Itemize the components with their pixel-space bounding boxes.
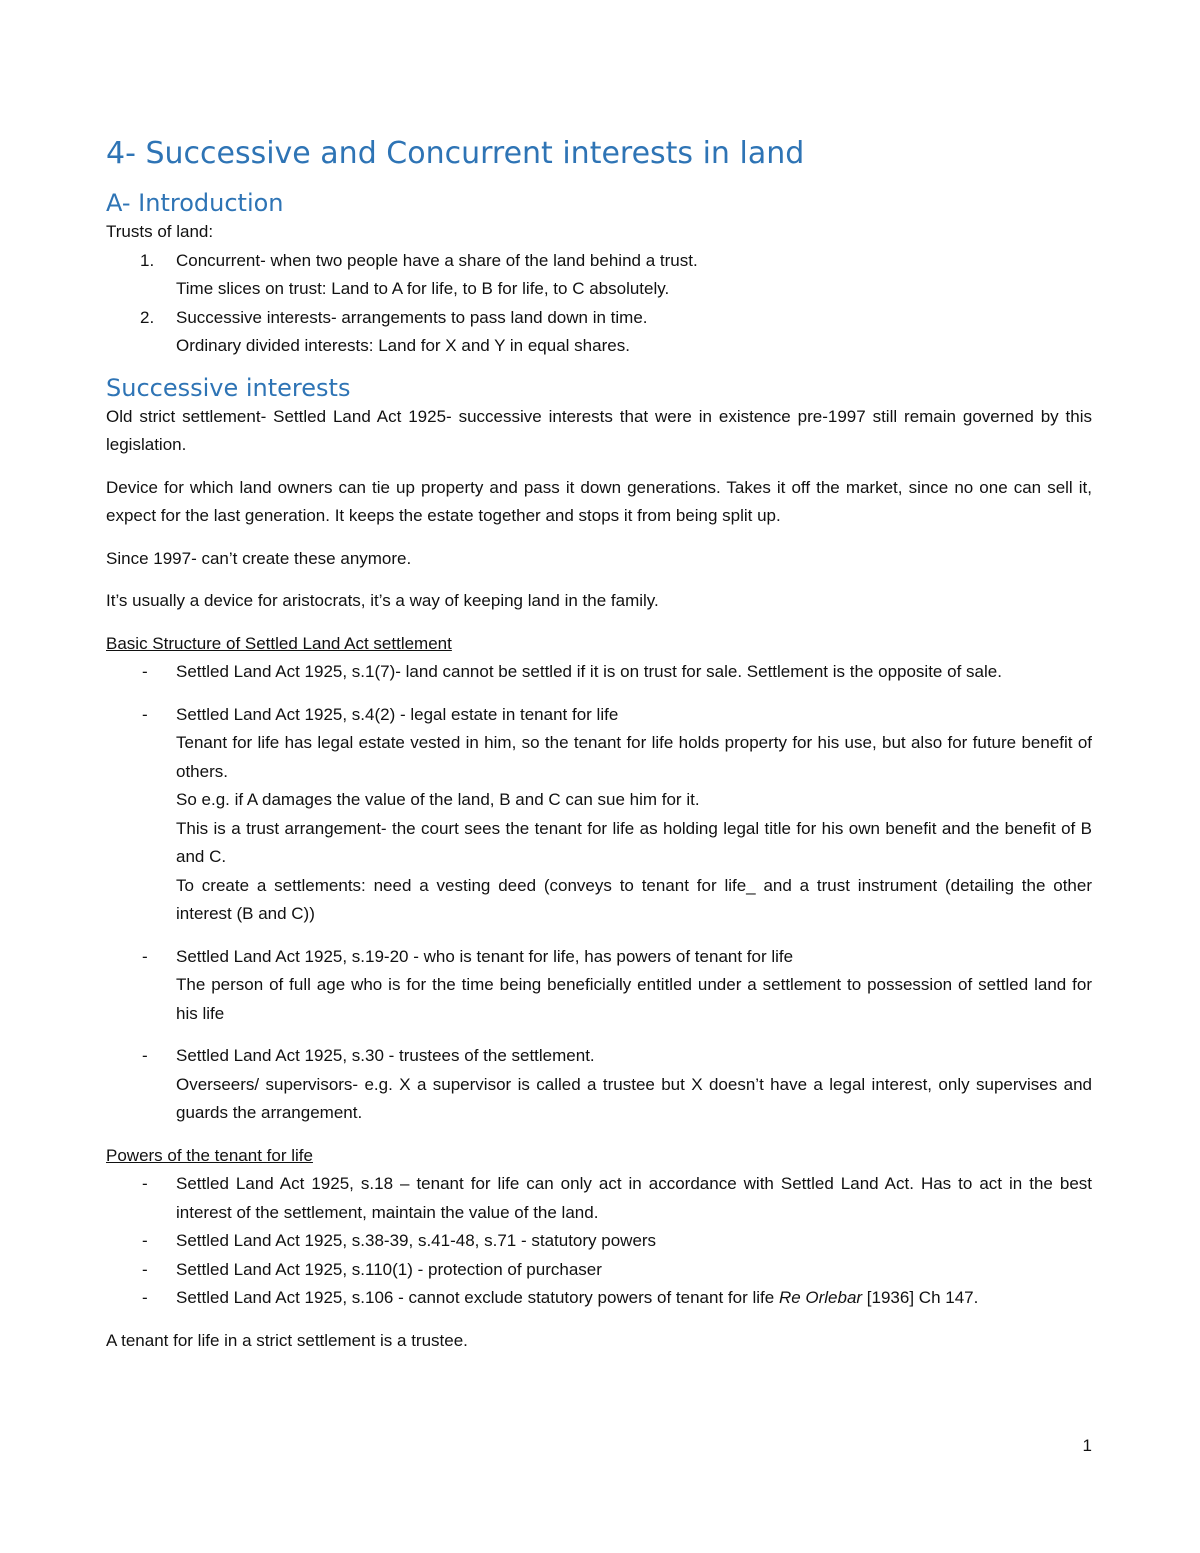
dash-bullet: - (142, 704, 148, 724)
successive-heading: Successive interests (106, 373, 351, 402)
list-item (106, 1042, 1092, 1128)
case-name: Re Orlebar (778, 1288, 863, 1307)
list-number: 2. (140, 307, 155, 327)
list-item-line: Time slices on trust: Land to A for life, to B for life, to C absolutely. (176, 279, 670, 298)
document-title: 4- Successive and Concurrent interests in land (106, 136, 805, 171)
intro-numbered-list (106, 247, 1092, 361)
dash-bullet: - (142, 1174, 148, 1193)
paragraph: Since 1997- can’t create these anymore. (106, 548, 412, 568)
intro-heading: A- Introduction (106, 189, 284, 217)
list-item-line: Concurrent- when two people have a share of the land behind a trust. (176, 250, 698, 270)
list-item-line: Settled Land Act 1925, s.110(1) - protection of purchaser (176, 1259, 602, 1279)
dash-bullet: - (142, 1259, 148, 1279)
list-item-line: This is a trust arrangement- the court sees the tenant for life as holding legal title for his own benefit and the benefit of B and C. (176, 818, 1092, 866)
list-item (106, 943, 1092, 1029)
list-item-line: The person of full age who is for the time being beneficially entitled under a settlement to possession of settled land for his life (176, 975, 1092, 1023)
paragraph: Device for which land owners can tie up property and pass it down generations. Takes it off the market, since no one can sell it, expect for the last generation. It keeps the estate together and stops it from being split up. (106, 477, 1092, 525)
powers-list (106, 1170, 1092, 1313)
intro-lead: Trusts of land: (106, 222, 214, 241)
list-item (106, 304, 1092, 361)
list-item (106, 658, 1092, 687)
dash-bullet: - (142, 946, 148, 966)
list-item-line: To create a settlements: need a vesting deed (conveys to tenant for life_ and a trust instrument (detailing the other interest (B and C)) (176, 875, 1092, 923)
list-item-line: Overseers/ supervisors- e.g. X a supervisor is called a trustee but X doesn’t have a legal interest, only supervises and guards the arrangement. (176, 1074, 1092, 1122)
list-item-line: Settled Land Act 1925, s.19-20 - who is tenant for life, has powers of tenant for life (176, 946, 794, 966)
list-item (106, 1256, 1092, 1285)
structure-list (106, 658, 1092, 1128)
list-item (106, 1170, 1092, 1227)
list-item-line: Settled Land Act 1925, s.38-39, s.41-48, s.71 - statutory powers (176, 1231, 657, 1250)
list-item-line: Settled Land Act 1925, s.106 - cannot exclude statutory powers of tenant for life (176, 1288, 779, 1307)
list-item-line: So e.g. if A damages the value of the land, B and C can sue him for it. (176, 790, 700, 809)
list-number: 1. (140, 250, 155, 270)
paragraph: It’s usually a device for aristocrats, it’s a way of keeping land in the family. (106, 591, 659, 610)
list-item (106, 1227, 1092, 1256)
list-item (106, 701, 1092, 929)
list-item-line: Tenant for life has legal estate vested in him, so the tenant for life holds property for his use, but also for future benefit of others. (176, 733, 1092, 781)
list-item-line: Ordinary divided interests: Land for X and Y in equal shares. (176, 336, 630, 355)
dash-bullet: - (142, 662, 148, 681)
list-item (106, 247, 1092, 304)
structure-subheading: Basic Structure of Settled Land Act settlement (106, 633, 452, 653)
list-item (106, 1284, 1092, 1313)
conclusion-paragraph: A tenant for life in a strict settlement is a trustee. (106, 1330, 468, 1350)
dash-bullet: - (142, 1231, 148, 1250)
list-item-line: Settled Land Act 1925, s.4(2) - legal estate in tenant for life (176, 704, 619, 724)
dash-bullet: - (142, 1288, 148, 1307)
paragraph: Old strict settlement- Settled Land Act 1925- successive interests that were in existence pre-1997 still remain governed by this legislation. (106, 406, 1092, 454)
dash-bullet: - (142, 1046, 148, 1065)
list-item-line: Settled Land Act 1925, s.30 - trustees of the settlement. (176, 1046, 595, 1065)
case-citation: [1936] Ch 147. (862, 1288, 979, 1307)
list-item-line: Settled Land Act 1925, s.1(7)- land cannot be settled if it is on trust for sale. Settlement is the opposite of sale. (176, 662, 1002, 681)
page-content (106, 134, 1092, 1355)
list-item-line: Successive interests- arrangements to pass land down in time. (176, 307, 648, 327)
list-item-line: Settled Land Act 1925, s.18 – tenant for life can only act in accordance with Settled Land Act. Has to act in the best interest of the settlement, maintain the value of the land. (176, 1174, 1092, 1222)
page-number: 1 (1082, 1436, 1092, 1455)
powers-subheading: Powers of the tenant for life (106, 1145, 313, 1165)
